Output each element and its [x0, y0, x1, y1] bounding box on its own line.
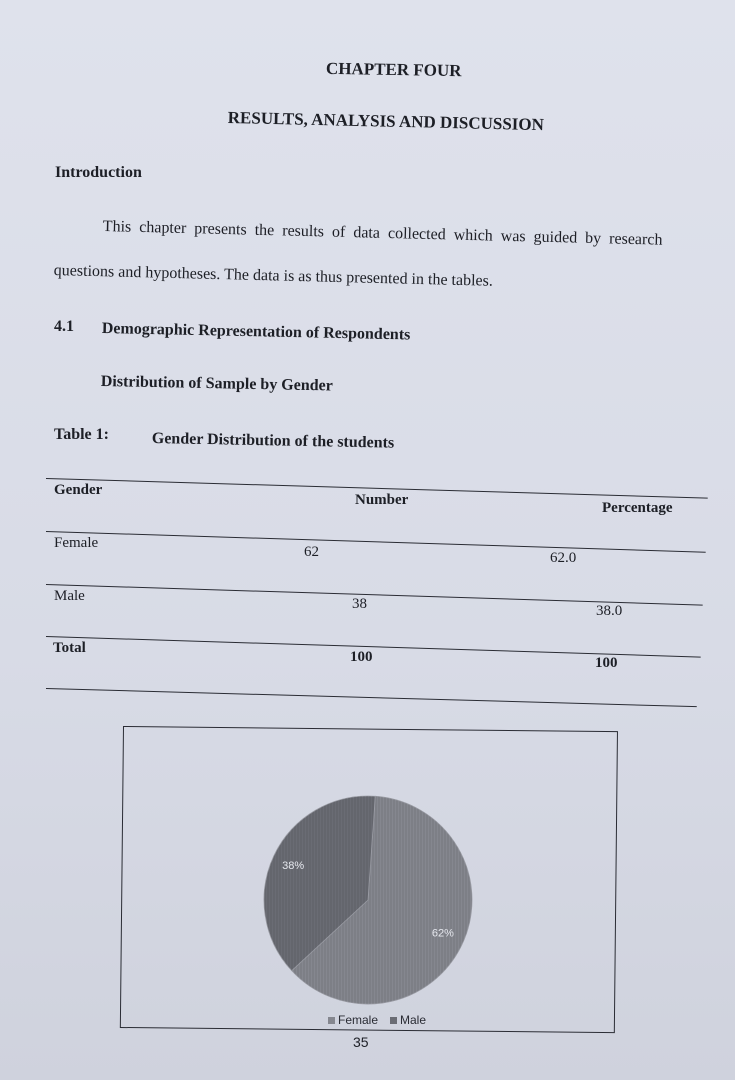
pie-label-female: 62%: [431, 927, 454, 940]
chapter-subtitle: RESULTS, ANALYSIS AND DISCUSSION: [227, 108, 545, 135]
page-number: 35: [353, 1034, 369, 1050]
legend-swatch-female: [328, 1017, 335, 1024]
intro-paragraph-line1: This chapter presents the results of data collected which was guided by research: [102, 218, 663, 249]
table-cell-male-number: 38: [352, 596, 367, 612]
section-number: 4.1: [54, 318, 74, 335]
legend-label-male: Male: [400, 1013, 427, 1027]
section-title: Demographic Representation of Respondents: [101, 320, 411, 344]
table-cell-total-number: 100: [350, 649, 373, 665]
table-cell-female-number: 62: [304, 544, 319, 560]
chapter-title: CHAPTER FOUR: [325, 58, 462, 81]
table-cell-total-label: Total: [53, 640, 86, 656]
table-cell-male-percentage: 38.0: [596, 603, 623, 619]
table-caption: Gender Distribution of the students: [151, 430, 395, 452]
intro-paragraph-line2: questions and hypotheses. The data is as thus presented in the tables.: [53, 262, 494, 290]
section-subheading: Distribution of Sample by Gender: [100, 373, 333, 395]
table-cell-female-percentage: 62.0: [550, 550, 577, 566]
legend-swatch-male: [390, 1017, 397, 1024]
table-header-gender: Gender: [54, 482, 103, 498]
table-label: Table 1:: [54, 426, 109, 443]
pie-label-male: 38%: [282, 859, 305, 872]
table-cell-male-label: Male: [54, 588, 85, 604]
table-cell-total-percentage: 100: [595, 655, 618, 671]
table-cell-female-label: Female: [54, 535, 99, 551]
table-header-number: Number: [355, 492, 409, 508]
legend-label-female: Female: [338, 1013, 379, 1027]
table-header-percentage: Percentage: [602, 500, 673, 516]
introduction-heading: Introduction: [55, 164, 142, 181]
